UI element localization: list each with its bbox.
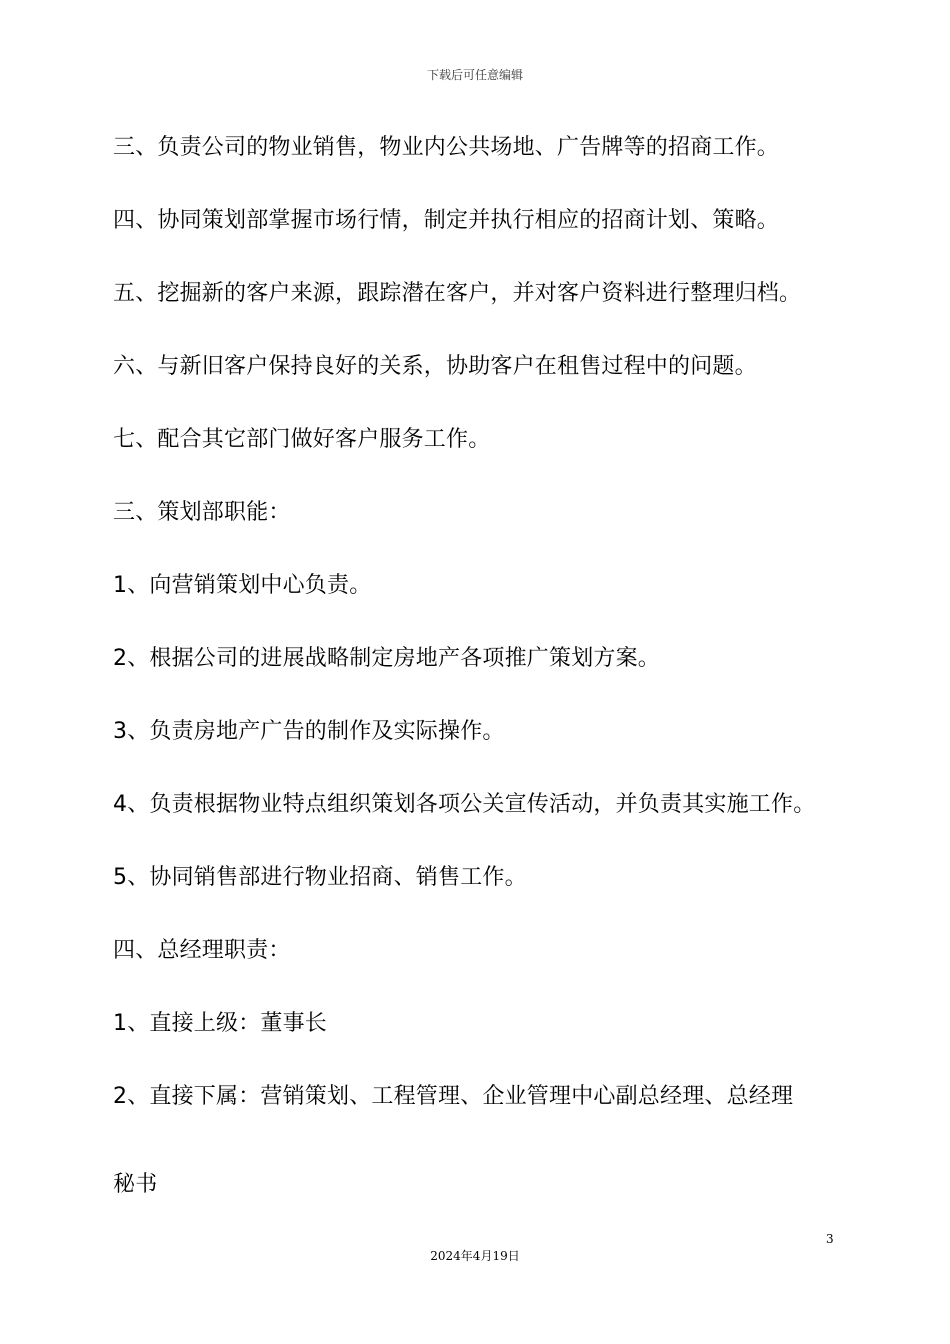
list-item: 2、根据公司的进展战略制定房地产各项推广策划方案。 [113, 646, 660, 671]
page-number: 3 [826, 1232, 834, 1246]
paragraph-line: 五、挖掘新的客户来源，跟踪潜在客户，并对客户资料进行整理归档。 [113, 281, 802, 306]
footer-date: 2024年4月19日 [430, 1249, 520, 1263]
paragraph-line: 七、配合其它部门做好客户服务工作。 [113, 427, 491, 452]
section-heading: 四、总经理职责： [113, 938, 291, 963]
list-item: 3、负责房地产广告的制作及实际操作。 [113, 719, 505, 744]
section-heading: 三、策划部职能： [113, 500, 291, 525]
paragraph-line: 六、与新旧客户保持良好的关系，协助客户在租售过程中的问题。 [113, 354, 757, 379]
paragraph-line: 三、负责公司的物业销售，物业内公共场地、广告牌等的招商工作。 [113, 135, 780, 160]
list-item: 5、协同销售部进行物业招商、销售工作。 [113, 865, 527, 890]
list-item: 1、向营销策划中心负责。 [113, 573, 372, 598]
list-item: 2、直接下属：营销策划、工程管理、企业管理中心副总经理、总经理 [113, 1084, 794, 1109]
page-header: 下载后可任意编辑 [426, 68, 523, 82]
paragraph-line: 四、协同策划部掌握市场行情，制定并执行相应的招商计划、策略。 [113, 208, 780, 233]
list-item-continuation: 秘书 [113, 1172, 158, 1197]
list-item: 4、负责根据物业特点组织策划各项公关宣传活动，并负责其实施工作。 [113, 792, 816, 817]
list-item: 1、直接上级：董事长 [113, 1011, 327, 1036]
